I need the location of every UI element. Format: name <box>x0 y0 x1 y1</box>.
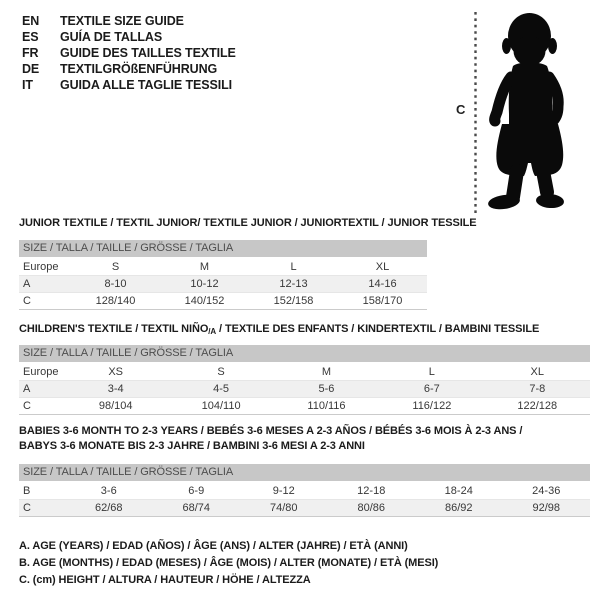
lang-text: GUIDA ALLE TAGLIE TESSILI <box>60 78 233 92</box>
lang-text: TEXTILGRÖßENFÜHRUNG <box>60 62 218 76</box>
value-cell: 152/158 <box>273 295 314 307</box>
value-cell: 12-18 <box>357 485 386 497</box>
value-cell: S <box>217 366 225 378</box>
row-label-cell: Europe <box>23 261 59 273</box>
baby-silhouette <box>487 13 564 211</box>
value-cell: 62/68 <box>94 502 123 514</box>
value-cell: 116/122 <box>412 400 452 412</box>
title-text: / TEXTILE DES ENFANTS / KINDERTEXTIL / BAMBINI TESSILE <box>216 323 540 335</box>
row-label-cell: C <box>23 400 31 412</box>
legend-block <box>19 538 438 589</box>
language-title-block <box>22 13 236 93</box>
value-cell: 140/152 <box>184 295 225 307</box>
value-cell: 24-36 <box>532 485 561 497</box>
value-cell: 92/98 <box>532 502 561 514</box>
value-cell: 4-5 <box>213 383 230 395</box>
table-row <box>19 381 590 398</box>
lang-code: DE <box>22 62 40 76</box>
table-row <box>19 500 590 517</box>
junior-table-title: JUNIOR TEXTILE / TEXTIL JUNIOR/ TEXTILE JUNIOR / JUNIORTEXTIL / JUNIOR TESSILE <box>19 217 477 229</box>
value-cell: 10-12 <box>190 278 219 290</box>
legend-line-c: C. (cm) HEIGHT / ALTURA / HAUTEUR / HÖHE / ALTEZZA <box>19 574 311 586</box>
lang-code: FR <box>22 46 39 60</box>
height-label-c: C <box>456 102 466 117</box>
value-cell: 9-12 <box>272 485 295 497</box>
size-header-bar: SIZE / TALLA / TAILLE / GRÖSSE / TAGLIA <box>19 464 590 481</box>
value-cell: 68/74 <box>182 502 211 514</box>
value-cell: 158/170 <box>362 295 403 307</box>
value-cell: 86/92 <box>444 502 473 514</box>
value-cell: 110/116 <box>307 400 346 412</box>
value-cell: 80/86 <box>357 502 386 514</box>
row-label-cell: Europe <box>23 366 59 378</box>
legend-line-b: B. AGE (MONTHS) / EDAD (MESES) / ÂGE (MOIS) / ALTER (MONATE) / ETÀ (MESI) <box>19 557 439 569</box>
value-cell: XS <box>108 366 124 378</box>
value-cell: 18-24 <box>444 485 473 497</box>
row-label-cell: B <box>23 485 31 497</box>
value-cell: 3-4 <box>107 383 124 395</box>
row-label-cell: C <box>23 502 31 514</box>
size-header-bar: SIZE / TALLA / TAILLE / GRÖSSE / TAGLIA <box>19 345 590 362</box>
legend-line-a: A. AGE (YEARS) / EDAD (AÑOS) / ÂGE (ANS) / ALTER (JAHRE) / ETÀ (ANNI) <box>19 540 408 552</box>
junior-table <box>19 240 427 310</box>
value-cell: 98/104 <box>98 400 133 412</box>
lang-row-en <box>22 13 236 29</box>
row-label-cell: A <box>23 278 31 290</box>
title-subscript: /A <box>208 327 217 336</box>
value-cell: 7-8 <box>529 383 546 395</box>
baby-silhouette-figure <box>450 4 600 219</box>
lang-text: GUIDE DES TAILLES TEXTILE <box>60 46 236 60</box>
value-cell: 3-6 <box>100 485 117 497</box>
size-header-bar: SIZE / TALLA / TAILLE / GRÖSSE / TAGLIA <box>19 240 427 257</box>
lang-row-fr <box>22 45 236 61</box>
lang-row-de <box>22 61 236 77</box>
value-cell: 6-9 <box>188 485 205 497</box>
lang-text: GUÍA DE TALLAS <box>60 30 163 44</box>
row-label-cell: C <box>23 295 31 307</box>
title-line-2: BABYS 3-6 MONATE BIS 2-3 JAHRE / BAMBINI 3-6 MESI A 2-3 ANNI <box>19 440 365 452</box>
value-cell: 5-6 <box>318 383 335 395</box>
value-cell: 6-7 <box>423 383 440 395</box>
value-cell: 74/80 <box>269 502 298 514</box>
lang-row-es <box>22 29 236 45</box>
title-text: CHILDREN'S TEXTILE / TEXTIL NIÑO <box>19 323 209 335</box>
value-cell: XL <box>530 366 545 378</box>
value-cell: S <box>111 261 120 273</box>
value-cell: M <box>199 261 210 273</box>
table-row <box>19 398 590 415</box>
row-label-cell: A <box>23 383 31 395</box>
lang-row-it <box>22 77 236 93</box>
table-row <box>19 276 427 293</box>
value-cell: 14-16 <box>368 278 397 290</box>
value-cell: M <box>321 366 332 378</box>
lang-text: TEXTILE SIZE GUIDE <box>60 14 184 28</box>
value-cell: 104/110 <box>201 400 241 412</box>
table-row <box>19 364 590 381</box>
value-cell: 122/128 <box>517 400 558 412</box>
babies-table <box>19 464 590 517</box>
value-cell: L <box>290 261 297 273</box>
children-table-title <box>19 322 539 339</box>
title-line-1: BABIES 3-6 MONTH TO 2-3 YEARS / BEBÉS 3-6 MESES A 2-3 AÑOS / BÉBÉS 3-6 MOIS À 2-3 ANS / <box>19 425 523 437</box>
babies-table-title <box>19 424 522 454</box>
lang-code: IT <box>22 78 33 92</box>
value-cell: 128/140 <box>95 295 136 307</box>
value-cell: L <box>428 366 435 378</box>
children-table <box>19 345 590 415</box>
table-row <box>19 483 590 500</box>
value-cell: 12-13 <box>279 278 308 290</box>
lang-code: ES <box>22 30 39 44</box>
table-row <box>19 293 427 310</box>
table-row <box>19 259 427 276</box>
value-cell: 8-10 <box>104 278 127 290</box>
value-cell: XL <box>375 261 390 273</box>
lang-code: EN <box>22 14 40 28</box>
